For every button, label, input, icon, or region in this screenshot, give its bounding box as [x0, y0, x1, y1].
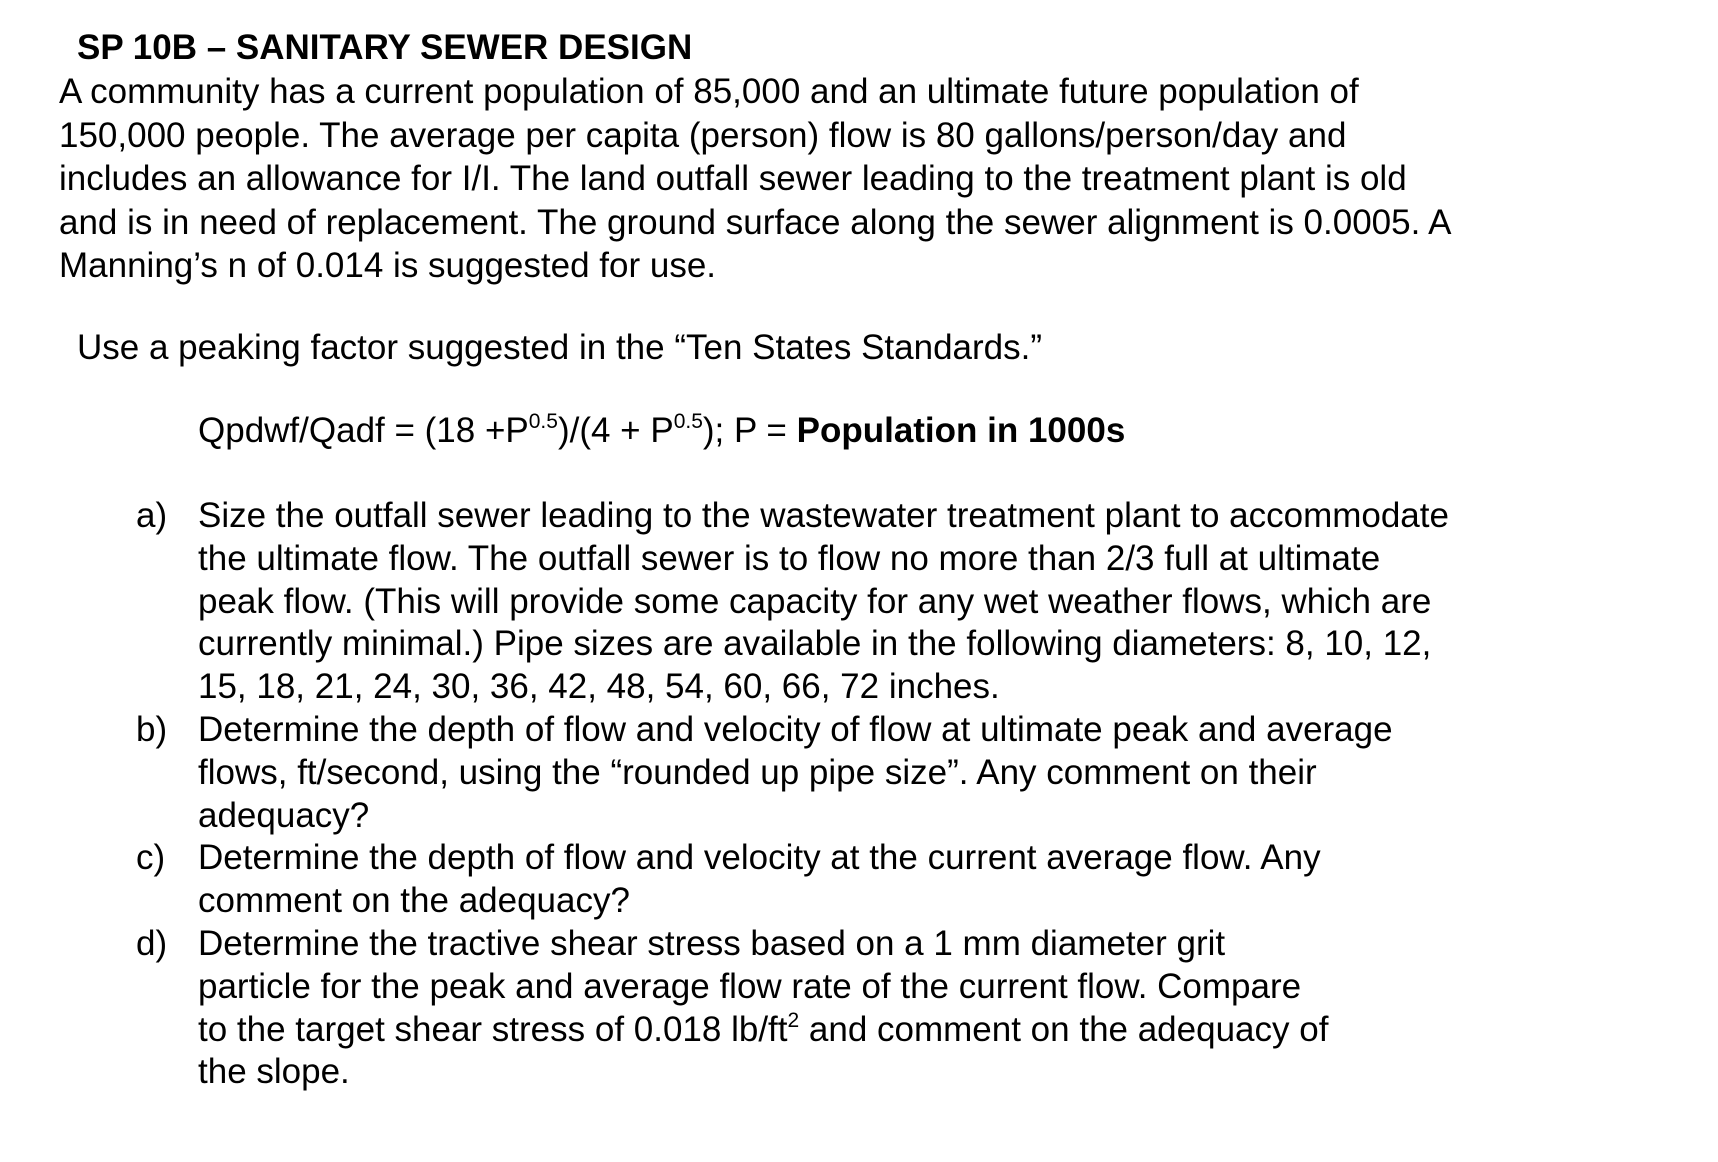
question-list — [136, 495, 1696, 1094]
question-line: 15, 18, 21, 24, 30, 36, 42, 48, 54, 60, 66, 72 inches. — [198, 667, 1000, 707]
intro-line: includes an allowance for I/I. The land outfall sewer leading to the treatment plant is old — [59, 159, 1407, 198]
question-line: Determine the tractive shear stress based on a 1 mm diameter grit — [198, 923, 1226, 963]
intro-line: 150,000 people. The average per capita (person) flow is 80 gallons/person/day and — [59, 115, 1347, 155]
peaking-factor-instruction: Use a peaking factor suggested in the “Ten States Standards.” — [77, 328, 1043, 367]
question-line: currently minimal.) Pipe sizes are available in the following diameters: 8, 10, 12, — [198, 624, 1432, 664]
question-text: to the target shear stress of 0.018 lb/ft — [198, 1009, 788, 1049]
intro-paragraph — [59, 70, 1679, 288]
formula-part: ); P = — [702, 411, 797, 450]
question-line — [198, 1009, 1696, 1052]
question-d — [136, 923, 1696, 1094]
question-b — [136, 709, 1696, 837]
question-marker: a) — [136, 496, 168, 535]
question-line: Determine the depth of flow and velocity at the current average flow. Any — [198, 838, 1321, 878]
question-a — [136, 495, 1696, 709]
question-line: comment on the adequacy? — [198, 881, 630, 921]
superscript-squared: 2 — [787, 1008, 800, 1032]
question-line: Size the outfall sewer leading to the wastewater treatment plant to accommodate — [198, 496, 1449, 535]
formula-exponent: 0.5 — [528, 410, 558, 433]
question-line: adequacy? — [198, 795, 370, 835]
question-line: the slope. — [198, 1052, 350, 1092]
question-line: the ultimate flow. The outfall sewer is to flow no more than 2/3 full at ultimate — [198, 538, 1381, 578]
question-line: peak flow. (This will provide some capacity for any wet weather flows, which are — [198, 581, 1432, 621]
question-marker: b) — [136, 709, 168, 749]
question-text: and comment on the adequacy of — [799, 1009, 1329, 1049]
document-title: SP 10B – SANITARY SEWER DESIGN — [77, 28, 693, 67]
intro-line: and is in need of replacement. The ground surface along the sewer alignment is 0.0005. A — [59, 202, 1452, 242]
peaking-formula — [198, 409, 1125, 452]
formula-part: )/(4 + P — [557, 411, 674, 450]
formula-part: Qpdwf/Qadf = (18 +P — [198, 411, 529, 450]
intro-line: A community has a current population of 85,000 and an ultimate future population of — [59, 72, 1359, 111]
question-marker: c) — [136, 838, 166, 878]
question-line: particle for the peak and average flow rate of the current flow. Compare — [198, 966, 1302, 1006]
formula-population-definition: Population in 1000s — [796, 411, 1126, 450]
question-line: flows, ft/second, using the “rounded up pipe size”. Any comment on their — [198, 752, 1317, 792]
intro-line: Manning’s n of 0.014 is suggested for use. — [59, 246, 717, 285]
formula-exponent: 0.5 — [673, 410, 703, 433]
question-marker: d) — [136, 923, 168, 963]
question-c — [136, 837, 1696, 923]
question-line: Determine the depth of flow and velocity of flow at ultimate peak and average — [198, 709, 1393, 749]
